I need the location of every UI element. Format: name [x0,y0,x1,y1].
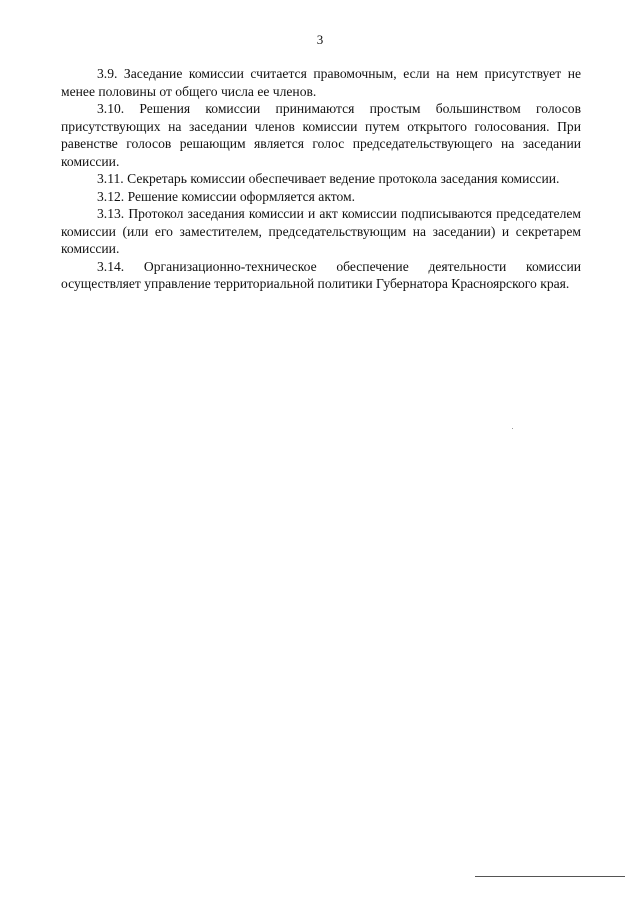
paragraph-3-10: 3.10. Решения комиссии принимаются простым большинством голосов присутствующих на заседании членов комиссии путем открытого голосования. При равенстве голосов решающим является голос председательствующего на заседании комиссии. [61,101,581,169]
page-number: 3 [316,32,324,47]
paragraph-3-9: 3.9. Заседание комиссии считается правомочным, если на нем присутствует не менее половины от общего числа ее членов. [61,66,581,99]
paragraph-3-14: 3.14. Организационно-техническое обеспечение деятельности комиссии осуществляет управление территориальной политики Губернатора Красноярского края. [61,258,581,291]
footer-rule [475,876,625,877]
paragraph-3-12: 3.12. Решение комиссии оформляется актом. [97,188,356,204]
paragraph-3-13: 3.13. Протокол заседания комиссии и акт комиссии подписываются председателем комиссии (или его заместителем, председательствующим на заседании) и секретарем комиссии. [61,206,581,256]
document-body [61,65,581,293]
paragraph-3-11: 3.11. Секретарь комиссии обеспечивает ведение протокола заседания комиссии. [97,171,560,186]
scan-speck [512,428,513,429]
